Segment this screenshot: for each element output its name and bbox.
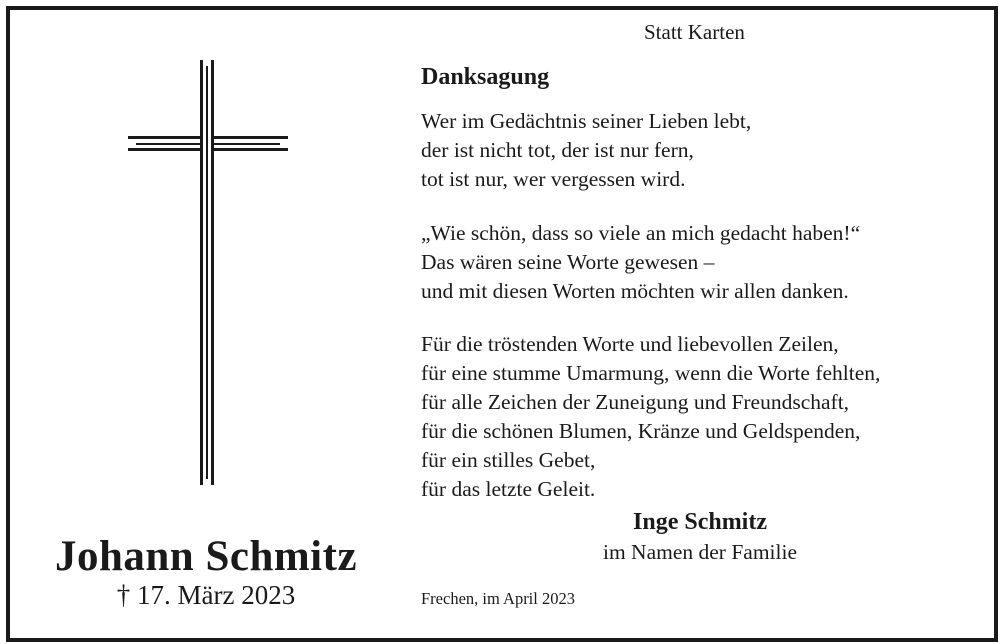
deceased-name: Johann Schmitz xyxy=(54,533,358,580)
stanza-thanks xyxy=(421,330,880,504)
place-date: Frechen, im April 2023 xyxy=(421,589,575,608)
stanza-line: und mit diesen Worten möchten wir allen danken. xyxy=(421,279,849,303)
stanza-poem xyxy=(421,107,751,194)
signer-subtitle: im Namen der Familie xyxy=(602,540,798,564)
stanza-line: „Wie schön, dass so viele an mich gedacht haben!“ xyxy=(421,221,861,245)
signer-name: Inge Schmitz xyxy=(633,509,767,535)
stanza-quote xyxy=(421,219,860,306)
stanza-line: für das letzte Geleit. xyxy=(421,477,596,501)
stanza-line: für alle Zeichen der Zuneigung und Freundschaft, xyxy=(421,390,850,414)
stanza-line: für eine stumme Umarmung, wenn die Worte fehlten, xyxy=(421,361,881,385)
stanza-line: der ist nicht tot, der ist nur fern, xyxy=(421,138,694,162)
stanza-line: für die schönen Blumen, Kränze und Geldspenden, xyxy=(421,419,861,443)
notice-heading: Danksagung xyxy=(421,64,550,90)
stanza-line: für ein stilles Gebet, xyxy=(421,448,596,472)
death-date: † 17. März 2023 xyxy=(116,580,296,610)
stanza-line: Das wären seine Worte gewesen – xyxy=(421,250,715,274)
stanza-line: tot ist nur, wer vergessen wird. xyxy=(421,167,686,191)
cross-icon xyxy=(128,60,288,485)
stanza-line: Wer im Gedächtnis seiner Lieben lebt, xyxy=(421,109,752,133)
stanza-line: Für die tröstenden Worte und liebevollen Zeilen, xyxy=(421,332,839,356)
statt-karten-note: Statt Karten xyxy=(644,20,745,44)
